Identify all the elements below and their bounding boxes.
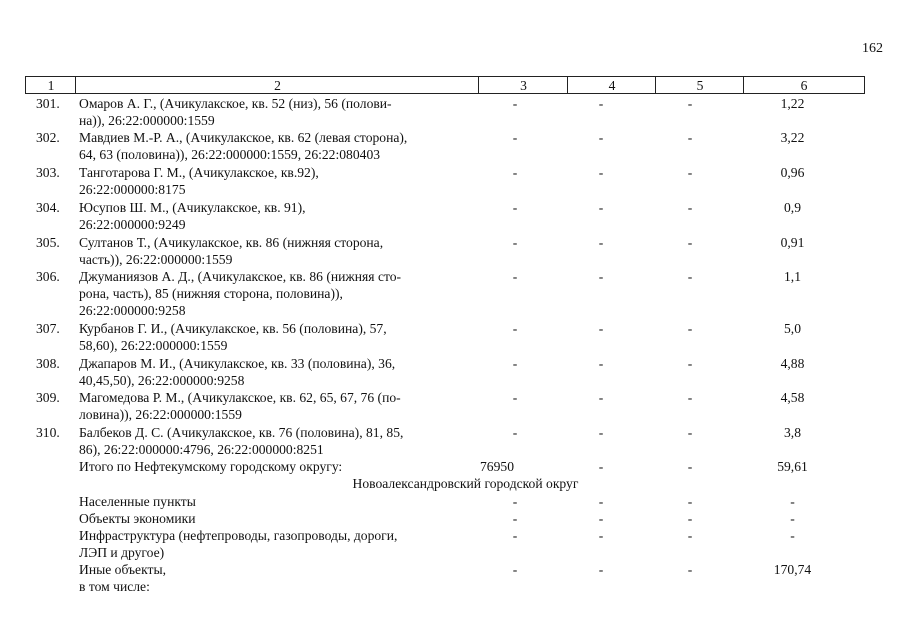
row-number: 304.: [36, 200, 60, 215]
row-col-5: -: [687, 425, 693, 440]
row-col-5: -: [687, 200, 693, 215]
row-number: 306.: [36, 269, 60, 284]
header-col-5: 5: [655, 76, 744, 94]
row-col-4: -: [598, 235, 604, 250]
header-col-2: 2: [75, 76, 479, 94]
row-col-6: 3,22: [780, 130, 805, 145]
row-col-3: -: [512, 425, 518, 440]
row-number: 309.: [36, 390, 60, 405]
section-row-col-3: -: [512, 494, 518, 509]
total-col-4: -: [598, 459, 604, 474]
row-col-5: -: [687, 96, 693, 111]
row-number: 305.: [36, 235, 60, 250]
row-number: 303.: [36, 165, 60, 180]
row-col-3: -: [512, 269, 518, 284]
row-description: Танготарова Г. М., (Ачикулакское, кв.92), 26:22:000000:8175: [79, 165, 319, 197]
section-row-col-6: -: [790, 528, 795, 543]
section-row-col-4: -: [598, 562, 604, 577]
section-row-col-6: 170,74: [773, 562, 812, 577]
section-row-col-4: -: [598, 511, 604, 526]
row-col-3: -: [512, 235, 518, 250]
row-col-5: -: [687, 321, 693, 336]
row-col-4: -: [598, 269, 604, 284]
row-col-4: -: [598, 96, 604, 111]
section-row-col-5: -: [687, 562, 693, 577]
section-title-text: Новоалександровский городской округ: [352, 476, 579, 491]
section-row-description: Инфраструктура (нефтепроводы, газопроводы, дороги, ЛЭП и другое): [79, 528, 398, 560]
row-col-6: 0,96: [780, 165, 805, 180]
row-col-5: -: [687, 130, 693, 145]
row-col-4: -: [598, 425, 604, 440]
row-number: 310.: [36, 425, 60, 440]
section-row-col-3: -: [512, 511, 518, 526]
row-description: Юсупов Ш. М., (Ачикулакское, кв. 91), 26:22:000000:9249: [79, 200, 306, 232]
row-number: 301.: [36, 96, 60, 111]
section-row-description: Населенные пункты: [79, 494, 196, 509]
row-col-3: -: [512, 200, 518, 215]
row-col-5: -: [687, 235, 693, 250]
row-description: Джапаров М. И., (Ачикулакское, кв. 33 (половина), 36, 40,45,50), 26:22:000000:9258: [79, 356, 396, 388]
row-col-6: 0,91: [780, 235, 805, 250]
row-col-4: -: [598, 130, 604, 145]
row-col-6: 3,8: [784, 425, 801, 440]
section-row-col-5: -: [687, 511, 693, 526]
row-number: 308.: [36, 356, 60, 371]
row-col-5: -: [687, 269, 693, 284]
total-col-6: 59,61: [777, 459, 808, 474]
row-col-4: -: [598, 200, 604, 215]
row-description: Омаров А. Г., (Ачикулакское, кв. 52 (низ), 56 (полови- на)), 26:22:000000:1559: [79, 96, 392, 128]
row-col-3: -: [512, 390, 518, 405]
total-col-3: 76950: [480, 459, 514, 474]
page-number: 162: [862, 41, 883, 56]
row-col-3: -: [512, 356, 518, 371]
section-row-col-3: -: [512, 528, 518, 543]
section-row-col-6: -: [790, 494, 795, 509]
row-description: Джуманиязов А. Д., (Ачикулакское, кв. 86 (нижняя сто- рона, часть), 85 (нижняя сторона, половина)), 26:22:000000:9258: [79, 269, 402, 318]
table-header: [25, 76, 864, 93]
row-col-5: -: [687, 390, 693, 405]
row-col-4: -: [598, 356, 604, 371]
row-col-6: 5,0: [784, 321, 801, 336]
header-col-6: 6: [743, 76, 865, 94]
section-row-col-4: -: [598, 494, 604, 509]
row-number: 307.: [36, 321, 60, 336]
section-row-col-3: -: [512, 562, 518, 577]
row-description: Магомедова Р. М., (Ачикулакское, кв. 62, 65, 67, 76 (по- ловина)), 26:22:000000:1559: [79, 390, 401, 422]
row-col-4: -: [598, 390, 604, 405]
row-col-5: -: [687, 356, 693, 371]
section-row-col-5: -: [687, 528, 693, 543]
row-col-3: -: [512, 130, 518, 145]
total-label: Итого по Нефтекумскому городскому округу:: [79, 459, 343, 474]
total-col-5: -: [687, 459, 693, 474]
row-col-4: -: [598, 165, 604, 180]
section-row-description: Иные объекты, в том числе:: [79, 562, 166, 594]
row-description: Балбеков Д. С. (Ачикулакское, кв. 76 (половина), 81, 85, 86), 26:22:000000:4796, 26:22:000000:8251: [79, 425, 404, 457]
section-row-description: Объекты экономики: [79, 511, 196, 526]
row-col-6: 4,88: [780, 356, 805, 371]
section-row-col-5: -: [687, 494, 693, 509]
row-number: 302.: [36, 130, 60, 145]
header-col-1: 1: [25, 76, 76, 94]
section-row-col-4: -: [598, 528, 604, 543]
section-row-col-6: -: [790, 511, 795, 526]
row-col-6: 4,58: [780, 390, 805, 405]
row-description: Султанов Т., (Ачикулакское, кв. 86 (нижняя сторона, часть)), 26:22:000000:1559: [79, 235, 384, 267]
row-col-5: -: [687, 165, 693, 180]
row-col-6: 0,9: [784, 200, 801, 215]
row-col-3: -: [512, 96, 518, 111]
row-description: Мавдиев М.-Р. А., (Ачикулакское, кв. 62 (левая сторона), 64, 63 (половина)), 26:22:000000:1559, 26:22:080403: [79, 130, 408, 162]
row-col-3: -: [512, 165, 518, 180]
row-col-6: 1,22: [780, 96, 805, 111]
header-col-4: 4: [567, 76, 656, 94]
section-title: [0, 475, 903, 492]
row-col-3: -: [512, 321, 518, 336]
row-col-4: -: [598, 321, 604, 336]
row-col-6: 1,1: [784, 269, 801, 284]
header-col-3: 3: [478, 76, 568, 94]
row-description: Курбанов Г. И., (Ачикулакское, кв. 56 (половина), 57, 58,60), 26:22:000000:1559: [79, 321, 387, 353]
